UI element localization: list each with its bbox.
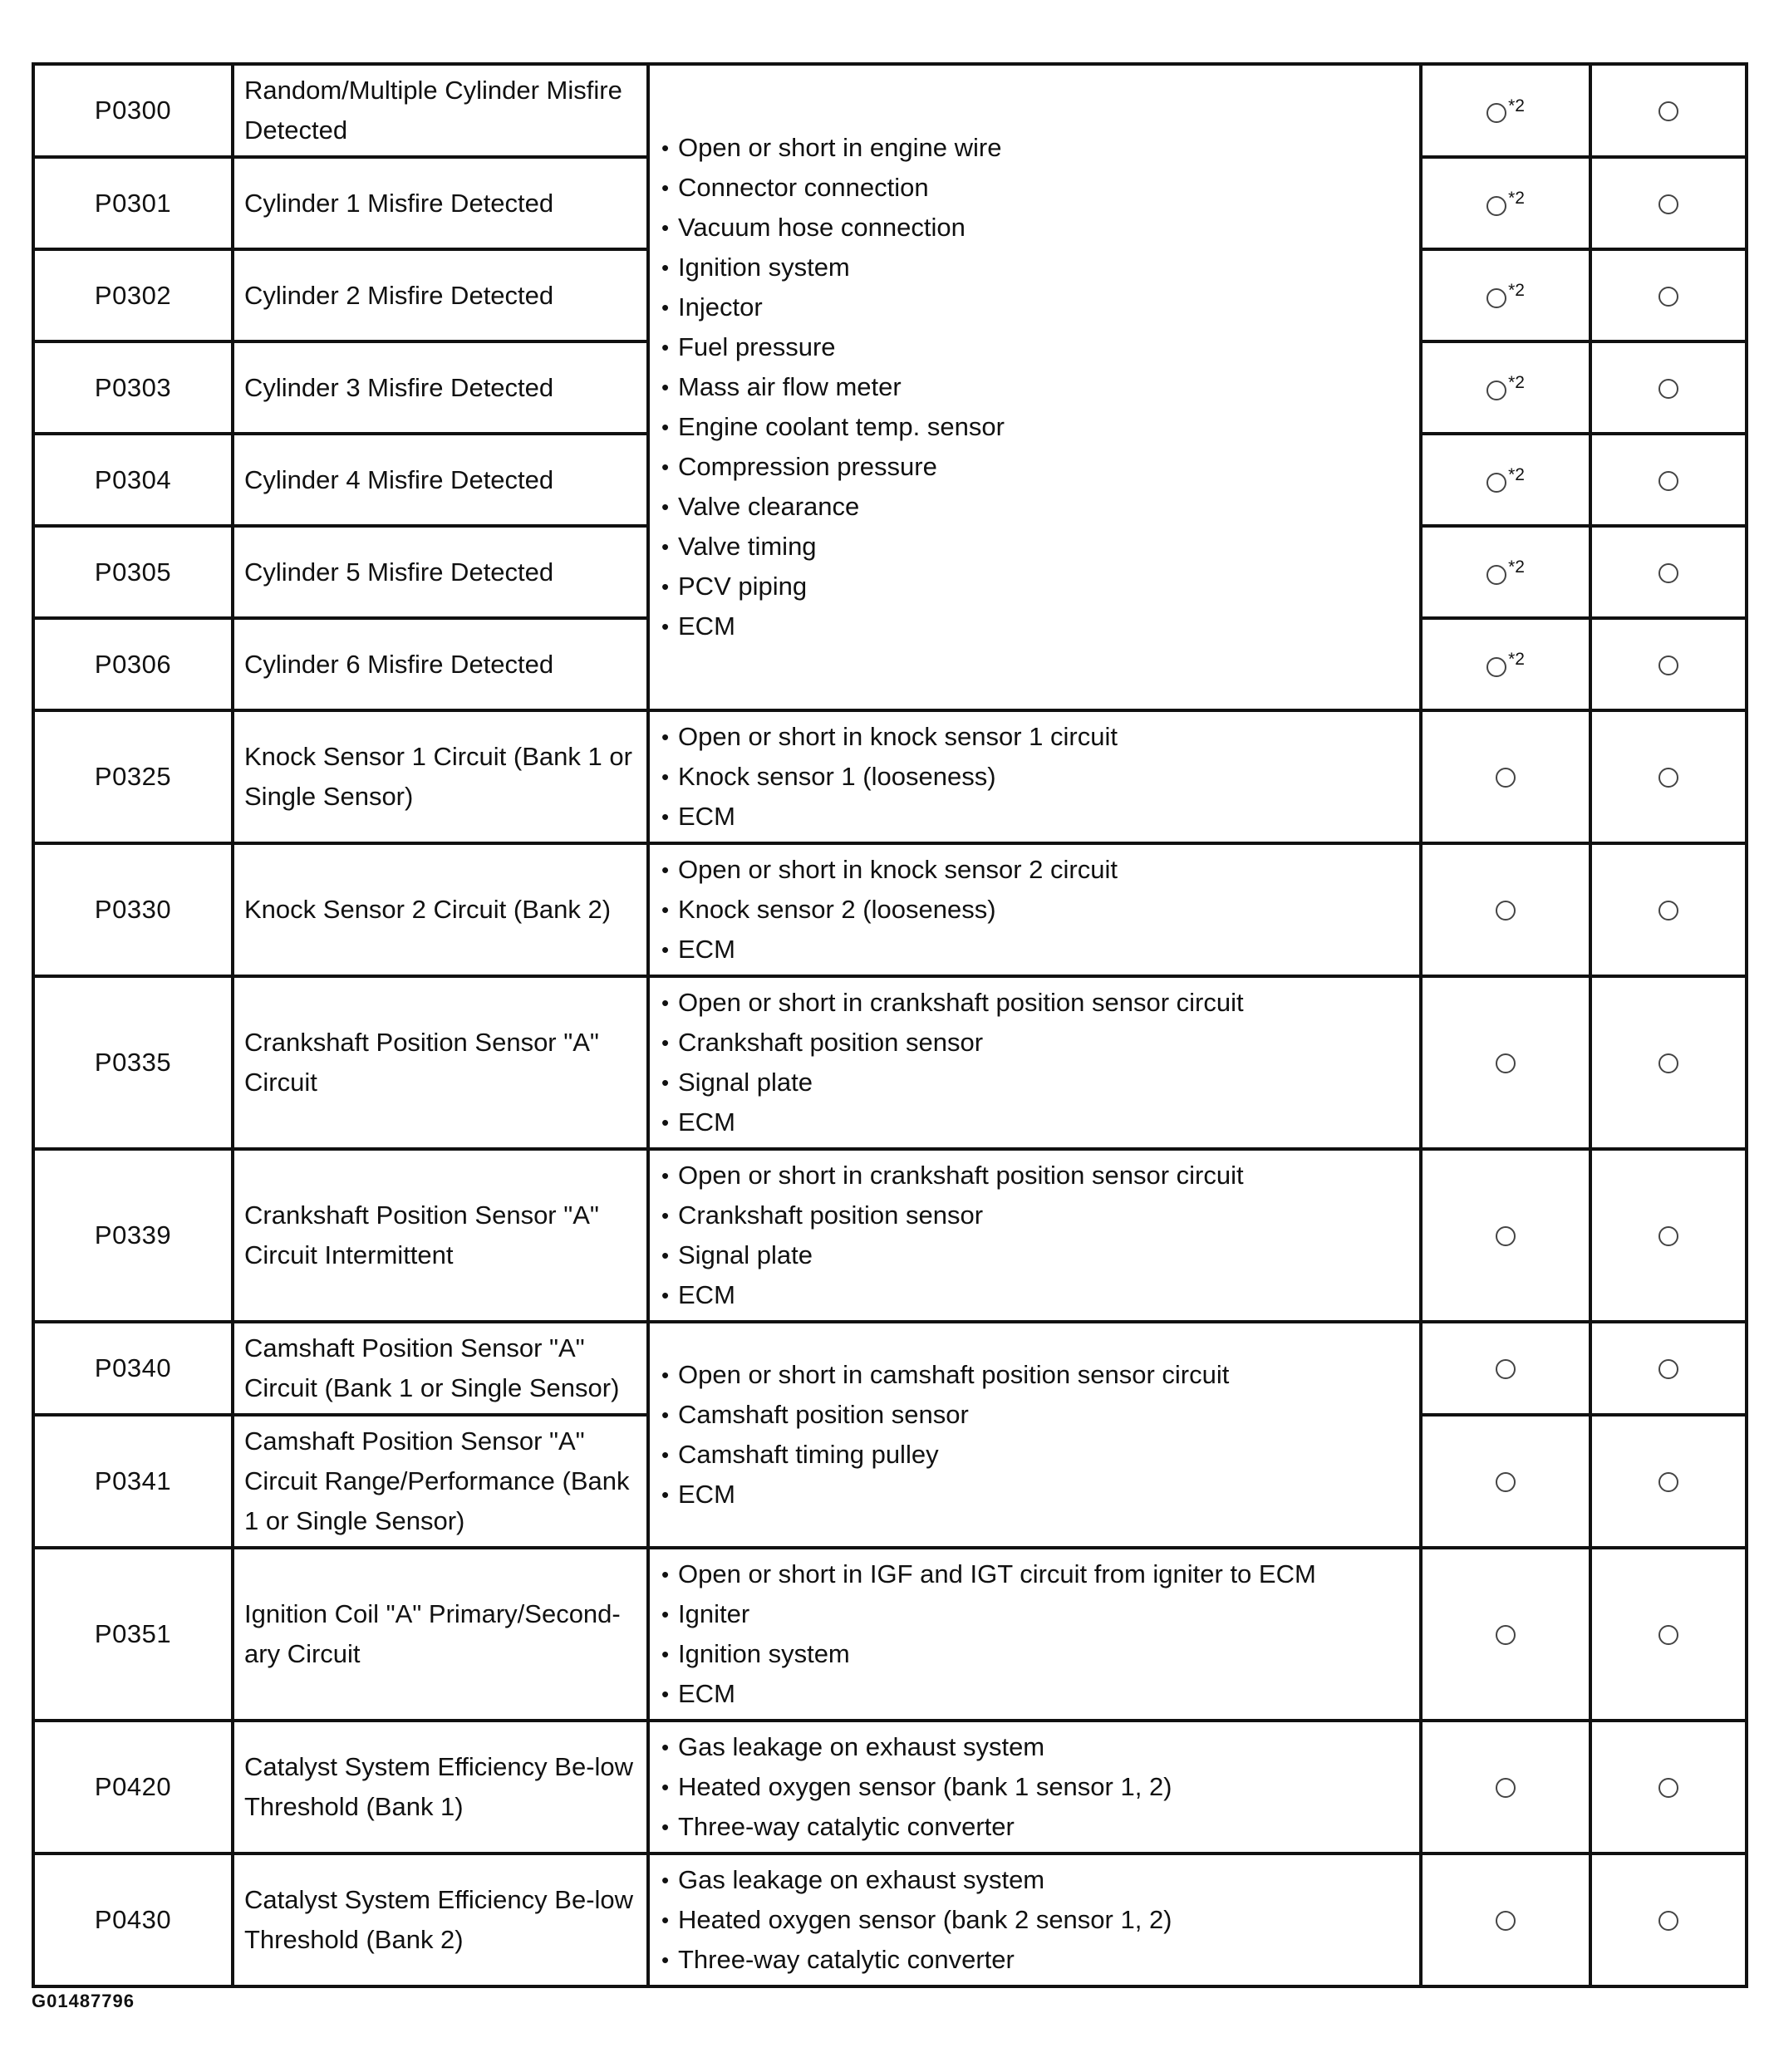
cause-item: • Ignition system (661, 1634, 1408, 1674)
memory-mark (1590, 1149, 1747, 1322)
cause-item: • ECM (661, 1102, 1408, 1142)
cause-item: • ECM (661, 1674, 1408, 1714)
cause-list (661, 717, 1408, 837)
memory-mark (1590, 341, 1747, 434)
table-row (33, 976, 1747, 1149)
memory-mark (1590, 1548, 1747, 1721)
memory-mark (1590, 1322, 1747, 1415)
cause-item: • ECM (661, 797, 1408, 837)
circle-mark-icon (1496, 1472, 1516, 1492)
dtc-description: Knock Sensor 1 Circuit (Bank 1 or Single Sensor) (233, 710, 648, 843)
dtc-description: Cylinder 6 Misfire Detected (233, 618, 648, 710)
circle-mark-icon (1658, 768, 1678, 788)
cause-item: • Open or short in crankshaft position sensor circuit (661, 1156, 1408, 1196)
cause-item: • Valve timing (661, 527, 1408, 567)
cause-list (661, 1554, 1408, 1714)
footnote-ref: *2 (1508, 650, 1525, 669)
memory-mark (1590, 157, 1747, 249)
circle-mark-icon (1658, 901, 1678, 921)
cause-item: • ECM (661, 1275, 1408, 1315)
cause-item: • Vacuum hose connection (661, 208, 1408, 248)
memory-mark (1590, 1415, 1747, 1548)
figure-id: G01487796 (32, 1991, 135, 2011)
cause-item: • Heated oxygen sensor (bank 1 sensor 1, 2) (661, 1767, 1408, 1807)
mil-mark (1421, 976, 1590, 1149)
memory-mark (1590, 1854, 1747, 1986)
circle-mark-icon (1496, 768, 1516, 788)
circle-mark-icon (1658, 1359, 1678, 1379)
dtc-code: P0303 (33, 341, 233, 434)
dtc-code: P0300 (33, 64, 233, 157)
cause-list (661, 128, 1408, 646)
cause-item: • Signal plate (661, 1235, 1408, 1275)
trouble-area-cell (648, 64, 1421, 710)
table-row (33, 1548, 1747, 1721)
dtc-description: Cylinder 4 Misfire Detected (233, 434, 648, 526)
dtc-code: P0330 (33, 843, 233, 976)
circle-mark-icon (1658, 1053, 1678, 1073)
footnote-ref: *2 (1508, 557, 1525, 577)
table-row (33, 1721, 1747, 1854)
cause-item: • Injector (661, 287, 1408, 327)
cause-item: • PCV piping (661, 567, 1408, 606)
cause-item: • Open or short in camshaft position sensor circuit (661, 1355, 1408, 1395)
dtc-description: Catalyst System Efficiency Be-low Threshold (Bank 2) (233, 1854, 648, 1986)
circle-mark-icon (1658, 1625, 1678, 1645)
dtc-code: P0301 (33, 157, 233, 249)
mil-mark (1421, 1149, 1590, 1322)
circle-mark-icon (1658, 379, 1678, 399)
footnote-ref: *2 (1508, 96, 1525, 115)
cause-list (661, 1727, 1408, 1847)
trouble-area-cell (648, 976, 1421, 1149)
memory-mark (1590, 434, 1747, 526)
dtc-table (32, 62, 1748, 1988)
circle-mark-icon (1486, 473, 1506, 493)
circle-mark-icon (1658, 563, 1678, 583)
dtc-description: Crankshaft Position Sensor "A" Circuit (233, 976, 648, 1149)
dtc-code: P0339 (33, 1149, 233, 1322)
dtc-description: Cylinder 2 Misfire Detected (233, 249, 648, 341)
table-row (33, 64, 1747, 157)
cause-item: • Ignition system (661, 248, 1408, 287)
cause-item: • Open or short in knock sensor 2 circuit (661, 850, 1408, 890)
cause-item: • Open or short in crankshaft position sensor circuit (661, 983, 1408, 1023)
circle-mark-icon (1658, 655, 1678, 675)
circle-mark-icon (1486, 381, 1506, 400)
cause-list (661, 1156, 1408, 1315)
circle-mark-icon (1658, 287, 1678, 307)
circle-mark-icon (1496, 1911, 1516, 1931)
cause-item: • Open or short in engine wire (661, 128, 1408, 168)
trouble-area-cell (648, 1548, 1421, 1721)
cause-item: • ECM (661, 930, 1408, 970)
cause-item: • Heated oxygen sensor (bank 2 sensor 1, 2) (661, 1900, 1408, 1940)
mil-mark (1421, 249, 1590, 341)
dtc-description: Cylinder 3 Misfire Detected (233, 341, 648, 434)
circle-mark-icon (1658, 101, 1678, 121)
cause-item: • Mass air flow meter (661, 367, 1408, 407)
memory-mark (1590, 976, 1747, 1149)
cause-item: • Knock sensor 1 (looseness) (661, 757, 1408, 797)
table-row (33, 843, 1747, 976)
cause-item: • ECM (661, 606, 1408, 646)
mil-mark (1421, 341, 1590, 434)
cause-item: • Engine coolant temp. sensor (661, 407, 1408, 447)
memory-mark (1590, 249, 1747, 341)
dtc-description: Crankshaft Position Sensor "A" Circuit Intermittent (233, 1149, 648, 1322)
cause-item: • Gas leakage on exhaust system (661, 1860, 1408, 1900)
trouble-area-cell (648, 1322, 1421, 1548)
circle-mark-icon (1658, 1778, 1678, 1798)
mil-mark (1421, 64, 1590, 157)
mil-mark (1421, 1854, 1590, 1986)
footnote-ref: *2 (1508, 373, 1525, 392)
footnote-ref: *2 (1508, 189, 1525, 208)
circle-mark-icon (1496, 901, 1516, 921)
dtc-description: Ignition Coil "A" Primary/Second-ary Circuit (233, 1548, 648, 1721)
dtc-description: Cylinder 1 Misfire Detected (233, 157, 648, 249)
dtc-code: P0430 (33, 1854, 233, 1986)
trouble-area-cell (648, 1149, 1421, 1322)
cause-item: • Signal plate (661, 1063, 1408, 1102)
trouble-area-cell (648, 1854, 1421, 1986)
trouble-area-cell (648, 710, 1421, 843)
mil-mark (1421, 618, 1590, 710)
cause-item: • Three-way catalytic converter (661, 1940, 1408, 1980)
dtc-description: Catalyst System Efficiency Be-low Threshold (Bank 1) (233, 1721, 648, 1854)
cause-item: • Open or short in knock sensor 1 circuit (661, 717, 1408, 757)
dtc-description: Camshaft Position Sensor "A" Circuit Range/Performance (Bank 1 or Single Sensor) (233, 1415, 648, 1548)
dtc-description: Knock Sensor 2 Circuit (Bank 2) (233, 843, 648, 976)
mil-mark (1421, 1548, 1590, 1721)
memory-mark (1590, 710, 1747, 843)
cause-item: • ECM (661, 1475, 1408, 1515)
dtc-code: P0351 (33, 1548, 233, 1721)
cause-item: • Compression pressure (661, 447, 1408, 487)
cause-item: • Igniter (661, 1594, 1408, 1634)
cause-item: • Crankshaft position sensor (661, 1196, 1408, 1235)
cause-list (661, 1355, 1408, 1515)
dtc-code: P0305 (33, 526, 233, 618)
cause-item: • Crankshaft position sensor (661, 1023, 1408, 1063)
circle-mark-icon (1658, 1226, 1678, 1246)
circle-mark-icon (1486, 565, 1506, 585)
cause-item: • Valve clearance (661, 487, 1408, 527)
mil-mark (1421, 157, 1590, 249)
dtc-code: P0304 (33, 434, 233, 526)
dtc-code: P0340 (33, 1322, 233, 1415)
mil-mark (1421, 710, 1590, 843)
circle-mark-icon (1486, 196, 1506, 216)
cause-item: • Three-way catalytic converter (661, 1807, 1408, 1847)
dtc-code: P0325 (33, 710, 233, 843)
table-row (33, 1322, 1747, 1415)
table-row (33, 1149, 1747, 1322)
cause-list (661, 850, 1408, 970)
memory-mark (1590, 618, 1747, 710)
mil-mark (1421, 1721, 1590, 1854)
circle-mark-icon (1658, 471, 1678, 491)
mil-mark (1421, 434, 1590, 526)
mil-mark (1421, 526, 1590, 618)
circle-mark-icon (1496, 1053, 1516, 1073)
footnote-ref: *2 (1508, 465, 1525, 484)
dtc-description: Random/Multiple Cylinder Misfire Detected (233, 64, 648, 157)
dtc-description: Cylinder 5 Misfire Detected (233, 526, 648, 618)
circle-mark-icon (1496, 1359, 1516, 1379)
mil-mark (1421, 1322, 1590, 1415)
cause-item: • Fuel pressure (661, 327, 1408, 367)
cause-item: • Connector connection (661, 168, 1408, 208)
circle-mark-icon (1486, 288, 1506, 308)
mil-mark (1421, 843, 1590, 976)
cause-item: • Knock sensor 2 (looseness) (661, 890, 1408, 930)
circle-mark-icon (1658, 1472, 1678, 1492)
trouble-area-cell (648, 1721, 1421, 1854)
dtc-code: P0302 (33, 249, 233, 341)
trouble-area-cell (648, 843, 1421, 976)
mil-mark (1421, 1415, 1590, 1548)
memory-mark (1590, 1721, 1747, 1854)
footnote-ref: *2 (1508, 281, 1525, 300)
memory-mark (1590, 526, 1747, 618)
dtc-description: Camshaft Position Sensor "A" Circuit (Bank 1 or Single Sensor) (233, 1322, 648, 1415)
circle-mark-icon (1486, 657, 1506, 677)
circle-mark-icon (1496, 1625, 1516, 1645)
cause-item: • Gas leakage on exhaust system (661, 1727, 1408, 1767)
dtc-code: P0341 (33, 1415, 233, 1548)
dtc-code: P0335 (33, 976, 233, 1149)
table-row (33, 710, 1747, 843)
memory-mark (1590, 64, 1747, 157)
circle-mark-icon (1496, 1226, 1516, 1246)
cause-item: • Camshaft position sensor (661, 1395, 1408, 1435)
cause-item: • Open or short in IGF and IGT circuit from igniter to ECM (661, 1554, 1408, 1594)
circle-mark-icon (1658, 1911, 1678, 1931)
dtc-code: P0306 (33, 618, 233, 710)
dtc-code: P0420 (33, 1721, 233, 1854)
cause-list (661, 983, 1408, 1142)
circle-mark-icon (1658, 194, 1678, 214)
table-row (33, 1854, 1747, 1986)
cause-item: • Camshaft timing pulley (661, 1435, 1408, 1475)
circle-mark-icon (1486, 103, 1506, 123)
cause-list (661, 1860, 1408, 1980)
memory-mark (1590, 843, 1747, 976)
circle-mark-icon (1496, 1778, 1516, 1798)
